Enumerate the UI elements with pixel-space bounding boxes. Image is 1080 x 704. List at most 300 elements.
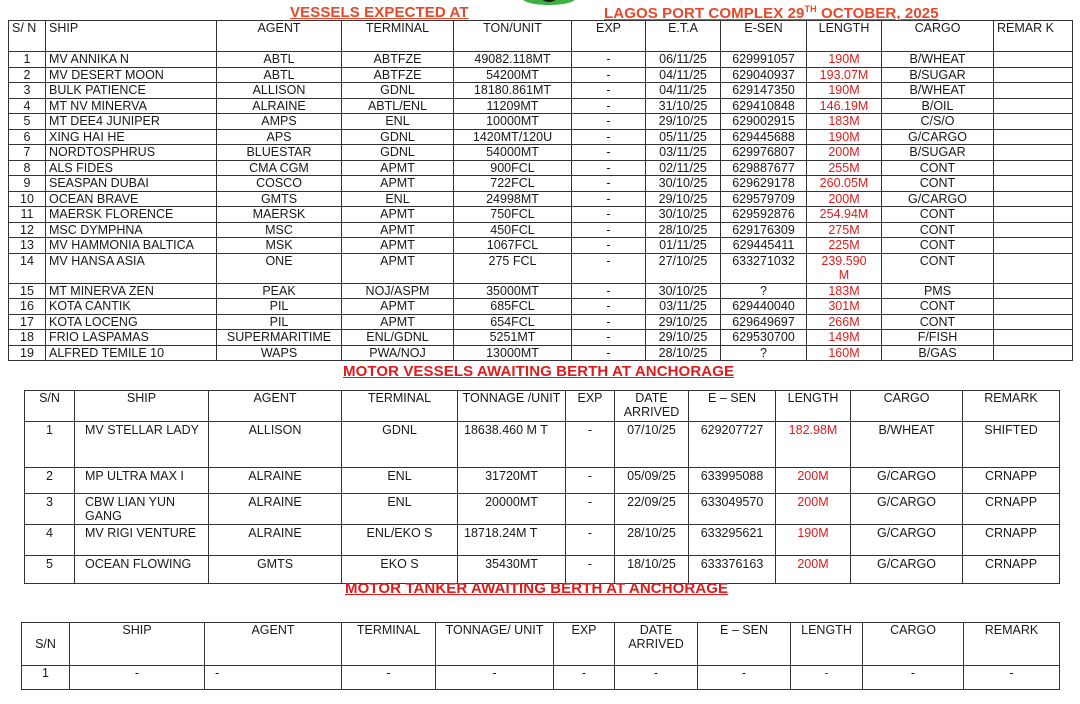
cell-remark	[994, 114, 1073, 130]
cell-esen: ?	[721, 283, 807, 299]
cell-sn: 3	[9, 83, 46, 99]
cell-sn: 5	[25, 556, 75, 584]
cell-exp: -	[572, 207, 646, 223]
column-header: REMAR K	[994, 21, 1073, 52]
cell-eta: 29/10/25	[646, 314, 721, 330]
cell-cargo: CONT	[882, 222, 994, 238]
cell-terminal: APMT	[342, 176, 454, 192]
cell-cargo: B/GAS	[882, 345, 994, 361]
table-row	[9, 67, 1073, 83]
cell-ton: 685FCL	[454, 299, 572, 315]
cell-esen: 629410848	[721, 98, 807, 114]
cell-remark	[994, 330, 1073, 346]
cell-exp: -	[572, 83, 646, 99]
cell-sn: 6	[9, 129, 46, 145]
cell-esen: -	[698, 666, 791, 690]
cell-exp: -	[572, 299, 646, 315]
cell-esen: 629887677	[721, 160, 807, 176]
cell-esen: 629592876	[721, 207, 807, 223]
cell-eta: 03/11/25	[646, 299, 721, 315]
cell-remark: CRNAPP	[963, 525, 1060, 556]
column-header: REMARK	[963, 391, 1060, 422]
cell-remark: CRNAPP	[963, 556, 1060, 584]
cell-terminal: ENL	[342, 114, 454, 130]
cell-ton: 900FCL	[454, 160, 572, 176]
cell-cargo: B/WHEAT	[851, 422, 963, 468]
cell-esen: 629976807	[721, 145, 807, 161]
cell-ton: 722FCL	[454, 176, 572, 192]
cell-esen: 629579709	[721, 191, 807, 207]
cell-length: 190M	[807, 52, 882, 68]
table-row	[9, 345, 1073, 361]
cell-ship: MAERSK FLORENCE	[46, 207, 217, 223]
cell-exp: -	[566, 494, 615, 525]
cell-remark	[994, 207, 1073, 223]
cell-eta: 01/11/25	[646, 238, 721, 254]
column-header: EXP	[554, 623, 615, 666]
cell-agent: ONE	[217, 253, 342, 283]
cell-sn: 2	[25, 468, 75, 494]
column-header: TERMINAL	[342, 391, 458, 422]
cell-exp: -	[572, 253, 646, 283]
cell-ship: MV RIGI VENTURE	[75, 525, 209, 556]
cell-cargo: -	[863, 666, 964, 690]
cell-esen: 629176309	[721, 222, 807, 238]
cell-exp: -	[572, 345, 646, 361]
cell-ton: 54000MT	[454, 145, 572, 161]
cell-esen: 629445688	[721, 129, 807, 145]
cell-esen: 629649697	[721, 314, 807, 330]
table-row	[22, 666, 1060, 690]
cell-remark	[994, 83, 1073, 99]
column-header: E-SEN	[721, 21, 807, 52]
cell-esen: 629040937	[721, 67, 807, 83]
cell-ship: MSC DYMPHNA	[46, 222, 217, 238]
cell-ship: XING HAI HE	[46, 129, 217, 145]
cell-cargo: G/CARGO	[851, 525, 963, 556]
cell-sn: 8	[9, 160, 46, 176]
cell-length: 183M	[807, 283, 882, 299]
table-row	[25, 422, 1060, 468]
cell-cargo: CONT	[882, 253, 994, 283]
cell-ship: MP ULTRA MAX I	[75, 468, 209, 494]
column-header: EXP	[572, 21, 646, 52]
cell-eta: 27/10/25	[646, 253, 721, 283]
cell-agent: MAERSK	[217, 207, 342, 223]
cell-length: 149M	[807, 330, 882, 346]
cell-length: 160M	[807, 345, 882, 361]
cell-terminal: APMT	[342, 299, 454, 315]
cell-ton: 18180.861MT	[454, 83, 572, 99]
cell-sn: 15	[9, 283, 46, 299]
cell-sn: 10	[9, 191, 46, 207]
cell-agent: PIL	[217, 299, 342, 315]
cell-eta: 29/10/25	[646, 114, 721, 130]
column-header: REMARK	[964, 623, 1060, 666]
title-vessels-expected: VESSELS EXPECTED AT	[290, 4, 469, 21]
cell-ship: ALS FIDES	[46, 160, 217, 176]
cell-ship: MV STELLAR LADY	[75, 422, 209, 468]
cell-ton: 24998MT	[454, 191, 572, 207]
cell-agent: APS	[217, 129, 342, 145]
cell-agent: MSK	[217, 238, 342, 254]
cell-terminal: ABTFZE	[342, 52, 454, 68]
cell-ton: 18638.460 M T	[458, 422, 566, 468]
cell-ship: BULK PATIENCE	[46, 83, 217, 99]
cell-length: 200M	[776, 556, 851, 584]
column-header: CARGO	[851, 391, 963, 422]
cell-terminal: ABTL/ENL	[342, 98, 454, 114]
cell-ship: OCEAN BRAVE	[46, 191, 217, 207]
column-header: TERMINAL	[342, 21, 454, 52]
cell-exp: -	[572, 67, 646, 83]
table-row	[9, 330, 1073, 346]
cell-terminal: ABTFZE	[342, 67, 454, 83]
table-row	[9, 191, 1073, 207]
cell-exp: -	[572, 238, 646, 254]
cell-length: 301M	[807, 299, 882, 315]
cell-ship: NORDTOSPHRUS	[46, 145, 217, 161]
cell-terminal: GDNL	[342, 129, 454, 145]
table-row	[25, 525, 1060, 556]
cell-terminal: APMT	[342, 222, 454, 238]
cell-date: 18/10/25	[615, 556, 689, 584]
column-header: CARGO	[882, 21, 994, 52]
cell-length: 190M	[807, 83, 882, 99]
table-row	[9, 314, 1073, 330]
column-header: TON/UNIT	[454, 21, 572, 52]
cell-remark	[994, 253, 1073, 283]
cell-sn: 13	[9, 238, 46, 254]
cell-ton: -	[436, 666, 554, 690]
column-header: TONNAGE /UNIT	[458, 391, 566, 422]
cell-esen: 633995088	[689, 468, 776, 494]
cell-remark	[994, 283, 1073, 299]
cell-cargo: CONT	[882, 299, 994, 315]
column-header: S/ N	[9, 21, 46, 52]
column-header: LENGTH	[807, 21, 882, 52]
column-header: LENGTH	[791, 623, 863, 666]
cell-eta: 30/10/25	[646, 283, 721, 299]
table-row	[9, 238, 1073, 254]
cell-agent: PEAK	[217, 283, 342, 299]
cell-ship: -	[70, 666, 205, 690]
cell-length: 225M	[807, 238, 882, 254]
table-row	[9, 299, 1073, 315]
cell-date: 07/10/25	[615, 422, 689, 468]
cell-exp: -	[572, 145, 646, 161]
cell-terminal: EKO S	[342, 556, 458, 584]
cell-remark: -	[964, 666, 1060, 690]
cell-exp: -	[566, 422, 615, 468]
title-port-name: LAGOS PORT COMPLEX 29	[604, 5, 805, 22]
table-row	[25, 494, 1060, 525]
cell-ton: 31720MT	[458, 468, 566, 494]
cell-ship: CBW LIAN YUN GANG	[75, 494, 209, 525]
column-header: DATE ARRIVED	[615, 391, 689, 422]
cell-length: 200M	[776, 494, 851, 525]
table-row	[9, 207, 1073, 223]
cell-length: 260.05M	[807, 176, 882, 192]
cell-esen: 629629178	[721, 176, 807, 192]
cell-cargo: G/CARGO	[851, 468, 963, 494]
cell-ship: OCEAN FLOWING	[75, 556, 209, 584]
table-header-row	[9, 21, 1073, 52]
cell-exp: -	[572, 160, 646, 176]
cell-terminal: GDNL	[342, 422, 458, 468]
column-header: S/N	[25, 391, 75, 422]
cell-agent: CMA CGM	[217, 160, 342, 176]
cell-sn: 14	[9, 253, 46, 283]
cell-length: 275M	[807, 222, 882, 238]
cell-sn: 9	[9, 176, 46, 192]
cell-cargo: B/SUGAR	[882, 145, 994, 161]
cell-terminal: GDNL	[342, 145, 454, 161]
table-row	[9, 52, 1073, 68]
anchorage-vessels-table	[24, 390, 1060, 584]
cell-terminal: ENL/EKO S	[342, 525, 458, 556]
cell-ship: KOTA LOCENG	[46, 314, 217, 330]
cell-agent: AMPS	[217, 114, 342, 130]
cell-date: 22/09/25	[615, 494, 689, 525]
cell-length: 183M	[807, 114, 882, 130]
table-row	[9, 283, 1073, 299]
cell-date: -	[615, 666, 698, 690]
expected-vessels-table	[8, 20, 1073, 361]
column-header: E – SEN	[689, 391, 776, 422]
column-header: SHIP	[75, 391, 209, 422]
cell-exp: -	[572, 314, 646, 330]
cell-remark	[994, 222, 1073, 238]
cell-esen: 633376163	[689, 556, 776, 584]
cell-agent: COSCO	[217, 176, 342, 192]
cell-eta: 29/10/25	[646, 330, 721, 346]
column-header: SHIP	[46, 21, 217, 52]
cell-sn: 3	[25, 494, 75, 525]
cell-ton: 35430MT	[458, 556, 566, 584]
cell-exp: -	[566, 556, 615, 584]
table-header-row	[22, 623, 1060, 666]
cell-agent: MSC	[217, 222, 342, 238]
cell-esen: 629440040	[721, 299, 807, 315]
cell-eta: 30/10/25	[646, 207, 721, 223]
column-header: AGENT	[209, 391, 342, 422]
cell-exp: -	[566, 525, 615, 556]
cell-ship: ALFRED TEMILE 10	[46, 345, 217, 361]
column-header: EXP	[566, 391, 615, 422]
cell-remark	[994, 129, 1073, 145]
cell-agent: WAPS	[217, 345, 342, 361]
cell-remark: CRNAPP	[963, 468, 1060, 494]
cell-ship: FRIO LASPAMAS	[46, 330, 217, 346]
cell-sn: 5	[9, 114, 46, 130]
cell-terminal: APMT	[342, 253, 454, 283]
cell-cargo: PMS	[882, 283, 994, 299]
cell-ship: MV HANSA ASIA	[46, 253, 217, 283]
cell-eta: 28/10/25	[646, 345, 721, 361]
cell-ton: 35000MT	[454, 283, 572, 299]
column-header: DATE ARRIVED	[615, 623, 698, 666]
cell-terminal: GDNL	[342, 83, 454, 99]
cell-ton: 54200MT	[454, 67, 572, 83]
cell-esen: ?	[721, 345, 807, 361]
cell-length: 193.07M	[807, 67, 882, 83]
title-date: OCTOBER, 2025	[816, 5, 939, 22]
cell-agent: ALRAINE	[209, 525, 342, 556]
cell-date: 28/10/25	[615, 525, 689, 556]
title-date-suffix: TH	[804, 4, 817, 14]
cell-esen: 629207727	[689, 422, 776, 468]
cell-terminal: APMT	[342, 238, 454, 254]
cell-terminal: ENL	[342, 494, 458, 525]
cell-cargo: G/CARGO	[851, 494, 963, 525]
cell-length: 146.19M	[807, 98, 882, 114]
cell-eta: 04/11/25	[646, 83, 721, 99]
cell-agent: PIL	[217, 314, 342, 330]
cell-remark	[994, 52, 1073, 68]
cell-agent: ALRAINE	[209, 468, 342, 494]
cell-cargo: F/FISH	[882, 330, 994, 346]
cell-agent: GMTS	[217, 191, 342, 207]
cell-ton: 5251MT	[454, 330, 572, 346]
cell-length: 200M	[807, 191, 882, 207]
cell-exp: -	[572, 283, 646, 299]
cell-cargo: C/S/O	[882, 114, 994, 130]
cell-esen: 629530700	[721, 330, 807, 346]
table-row	[9, 114, 1073, 130]
cell-exp: -	[572, 330, 646, 346]
cell-sn: 17	[9, 314, 46, 330]
cell-sn: 18	[9, 330, 46, 346]
cell-ton: 450FCL	[454, 222, 572, 238]
cell-esen: 633049570	[689, 494, 776, 525]
cell-ton: 49082.118MT	[454, 52, 572, 68]
cell-esen: 629147350	[721, 83, 807, 99]
cell-agent: SUPERMARITIME	[217, 330, 342, 346]
cell-cargo: CONT	[882, 160, 994, 176]
cell-exp: -	[572, 114, 646, 130]
cell-eta: 28/10/25	[646, 222, 721, 238]
cell-terminal: ENL/GDNL	[342, 330, 454, 346]
cell-agent: ALRAINE	[217, 98, 342, 114]
cell-eta: 03/11/25	[646, 145, 721, 161]
cell-esen: 633295621	[689, 525, 776, 556]
cell-sn: 16	[9, 299, 46, 315]
cell-esen: 629445411	[721, 238, 807, 254]
cell-ship: KOTA CANTIK	[46, 299, 217, 315]
cell-ship: MV DESERT MOON	[46, 67, 217, 83]
column-header: TONNAGE/ UNIT	[436, 623, 554, 666]
cell-remark	[994, 345, 1073, 361]
cell-exp: -	[572, 129, 646, 145]
cell-terminal: APMT	[342, 207, 454, 223]
table-row	[25, 468, 1060, 494]
cell-remark: CRNAPP	[963, 494, 1060, 525]
cell-eta: 06/11/25	[646, 52, 721, 68]
cell-cargo: B/SUGAR	[882, 67, 994, 83]
cell-sn: 1	[22, 666, 70, 690]
crest-logo-icon	[520, 0, 578, 8]
cell-ton: 1067FCL	[454, 238, 572, 254]
cell-remark	[994, 314, 1073, 330]
cell-length: 266M	[807, 314, 882, 330]
cell-exp: -	[554, 666, 615, 690]
cell-sn: 19	[9, 345, 46, 361]
table-row	[9, 145, 1073, 161]
cell-cargo: B/WHEAT	[882, 83, 994, 99]
table-row	[9, 98, 1073, 114]
cell-sn: 11	[9, 207, 46, 223]
column-header: SHIP	[70, 623, 205, 666]
cell-exp: -	[572, 222, 646, 238]
cell-sn: 1	[9, 52, 46, 68]
cell-ton: 20000MT	[458, 494, 566, 525]
cell-ton: 18718.24M T	[458, 525, 566, 556]
cell-cargo: CONT	[882, 314, 994, 330]
cell-remark	[994, 176, 1073, 192]
cell-ship: MT NV MINERVA	[46, 98, 217, 114]
cell-esen: 629002915	[721, 114, 807, 130]
cell-ton: 10000MT	[454, 114, 572, 130]
cell-remark: SHIFTED	[963, 422, 1060, 468]
cell-length: -	[791, 666, 863, 690]
column-header: AGENT	[205, 623, 342, 666]
cell-agent: ALRAINE	[209, 494, 342, 525]
cell-exp: -	[572, 176, 646, 192]
cell-remark	[994, 191, 1073, 207]
title-anchorage-tankers: MOTOR TANKER AWAITING BERTH AT ANCHORAGE	[345, 580, 729, 597]
cell-ton: 13000MT	[454, 345, 572, 361]
column-header: LENGTH	[776, 391, 851, 422]
cell-date: 05/09/25	[615, 468, 689, 494]
cell-ship: SEASPAN DUBAI	[46, 176, 217, 192]
column-header: S/N	[22, 623, 70, 666]
cell-eta: 05/11/25	[646, 129, 721, 145]
cell-esen: 629991057	[721, 52, 807, 68]
cell-ton: 654FCL	[454, 314, 572, 330]
cell-sn: 4	[9, 98, 46, 114]
cell-length: 239.590 M	[807, 253, 882, 283]
cell-exp: -	[572, 98, 646, 114]
cell-esen: 633271032	[721, 253, 807, 283]
cell-ton: 750FCL	[454, 207, 572, 223]
cell-eta: 31/10/25	[646, 98, 721, 114]
cell-sn: 7	[9, 145, 46, 161]
cell-agent: ALLISON	[209, 422, 342, 468]
column-header: E.T.A	[646, 21, 721, 52]
table-row	[9, 129, 1073, 145]
cell-terminal: APMT	[342, 314, 454, 330]
title-anchorage-vessels: MOTOR VESSELS AWAITING BERTH AT ANCHORAGE	[343, 363, 735, 380]
table-row	[9, 222, 1073, 238]
cell-eta: 04/11/25	[646, 67, 721, 83]
cell-remark	[994, 299, 1073, 315]
cell-agent: BLUESTAR	[217, 145, 342, 161]
cell-terminal: NOJ/ASPM	[342, 283, 454, 299]
cell-ship: MV HAMMONIA BALTICA	[46, 238, 217, 254]
cell-agent: GMTS	[209, 556, 342, 584]
column-header: E – SEN	[698, 623, 791, 666]
cell-ton: 1420MT/120U	[454, 129, 572, 145]
cell-ship: MT DEE4 JUNIPER	[46, 114, 217, 130]
cell-cargo: G/CARGO	[851, 556, 963, 584]
cell-agent: ABTL	[217, 52, 342, 68]
column-header: AGENT	[217, 21, 342, 52]
cell-cargo: G/CARGO	[882, 191, 994, 207]
cell-ton: 275 FCL	[454, 253, 572, 283]
cell-length: 254.94M	[807, 207, 882, 223]
cell-remark	[994, 238, 1073, 254]
